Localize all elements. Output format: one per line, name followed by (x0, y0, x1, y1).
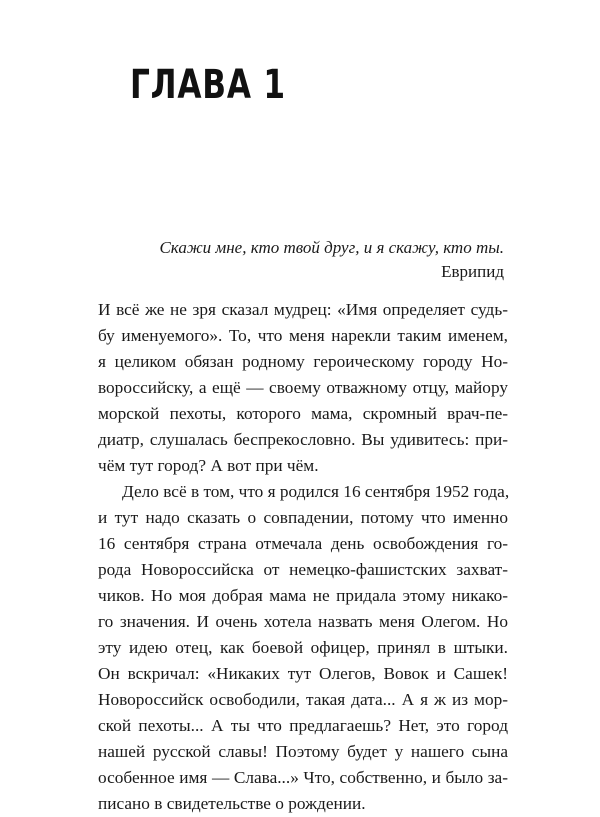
text-line: Новороссийск освободили, такая дата... А я ж из мор- (98, 690, 508, 709)
paragraph (98, 479, 508, 817)
text-line: го значения. И очень хотела назвать меня Олегом. Но (98, 612, 508, 631)
text-line: 16 сентября страна отмечала день освобождения го- (98, 534, 508, 553)
text-line: И всё же не зря сказал мудрец: «Имя определяет судь- (98, 300, 508, 319)
text-line: и тут надо сказать о совпадении, потому что именно (98, 508, 508, 527)
text-line: бу именуемого». То, что меня нарекли таким именем, (98, 326, 508, 345)
epigraph (104, 236, 504, 284)
epigraph-quote: Скажи мне, кто твой друг, и я скажу, кто ты. (159, 238, 504, 257)
chapter-title: ГЛАВА 1 (130, 62, 286, 108)
text-line: нашей русской славы! Поэтому будет у нашего сына (98, 742, 508, 761)
text-line: чиков. Но моя добрая мама не придала этому никако- (98, 586, 508, 605)
body-text (98, 297, 508, 817)
text-line: чём тут город? А вот при чём. (98, 456, 319, 475)
text-line: Дело всё в том, что я родился 16 сентября 1952 года, (122, 482, 510, 501)
text-line: диатр, слушалась беспрекословно. Вы удивитесь: при- (98, 430, 508, 449)
text-line: Он вскричал: «Никаких тут Олегов, Вовок и Сашек! (98, 664, 508, 683)
text-line: вороссийску, а ещё — своему отважному отцу, майору (98, 378, 508, 397)
text-line: рода Новороссийска от немецко-фашистских захват- (98, 560, 508, 579)
paragraph (98, 297, 508, 479)
text-line: особенное имя — Слава...» Что, собственно, и было за- (98, 768, 508, 787)
text-line: писано в свидетельстве о рождении. (98, 794, 366, 813)
text-line: ской пехоты... А ты что предлагаешь? Нет, это город (98, 716, 508, 735)
text-line: морской пехоты, которого мама, скромный врач-пе- (98, 404, 508, 423)
text-line: эту идею отец, как боевой офицер, принял в штыки. (98, 638, 508, 657)
epigraph-author: Еврипид (441, 262, 504, 281)
text-line: я целиком обязан родному героическому городу Но- (98, 352, 508, 371)
